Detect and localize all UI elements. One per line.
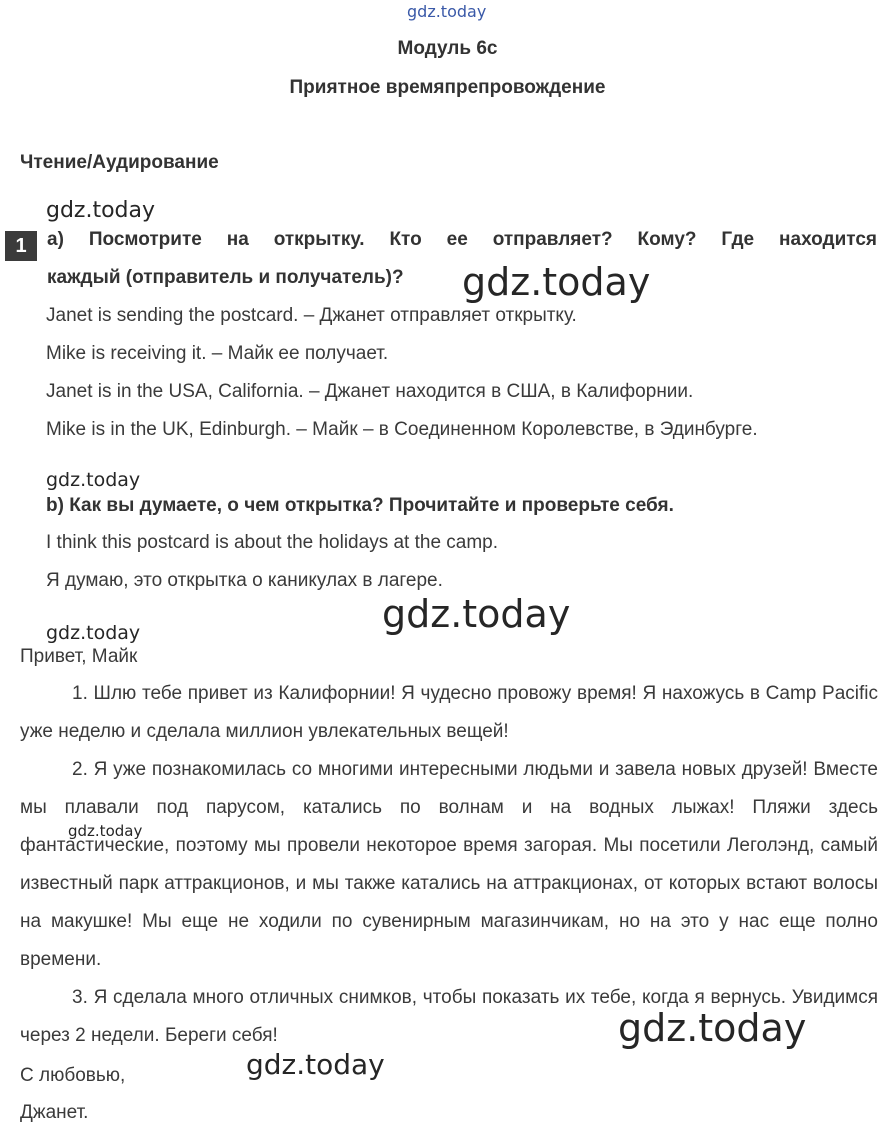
module-title: Модуль 6с <box>397 38 498 59</box>
letter-greeting: Привет, Майк <box>20 646 138 667</box>
question-b: b) Как вы думаете, о чем открытка? Прочитайте и проверьте себя. <box>46 495 674 516</box>
watermark: gdz.today <box>46 469 141 491</box>
letter-paragraph-2: 2. Я уже познакомилась со многими интересными людьми и завела новых друзей! Вместе мы плавали под парусом, катались по волнам и на водных лыжах! Пляжи здесь фантастические, поэтому мы провели некоторое время загорая. Мы посетили Леголэнд, самый известный парк аттракционов, и мы также катались на аттракционах, от которых встают волосы на макушке! Мы еще не ходили по сувенирным магазинчикам, но на это у нас еще полно времени. <box>20 759 878 970</box>
watermark: gdz.today <box>618 1006 807 1050</box>
watermark: gdz.today <box>68 822 143 840</box>
answer-a-line: Janet is sending the postcard. – Джанет отправляет открытку. <box>46 305 577 326</box>
watermark-top: gdz.today <box>407 2 487 21</box>
exercise-number-badge: 1 <box>5 231 37 261</box>
answer-b-line: Я думаю, это открытка о каникулах в лагере. <box>46 570 443 591</box>
answer-a-line: Mike is in the UK, Edinburgh. – Майк – в Соединенном Королевстве, в Эдинбурге. <box>46 419 758 440</box>
answer-a-line: Janet is in the USA, California. – Джанет находится в США, в Калифорнии. <box>46 381 694 402</box>
watermark: gdz.today <box>46 622 141 644</box>
letter-closing: С любовью, <box>20 1065 126 1086</box>
answer-b-line: I think this postcard is about the holidays at the camp. <box>46 532 499 553</box>
letter-signature: Джанет. <box>20 1102 89 1123</box>
watermark: gdz.today <box>246 1048 385 1081</box>
letter-paragraph-3: 3. Я сделала много отличных снимков, чтобы показать их тебе, когда я вернусь. Увидимся через 2 недели. Береги себя! <box>20 987 878 1046</box>
watermark: gdz.today <box>46 198 156 223</box>
answer-a-line: Mike is receiving it. – Майк ее получает. <box>46 343 389 364</box>
section-heading: Чтение/Аудирование <box>20 152 219 173</box>
topic-title: Приятное времяпрепровождение <box>289 77 606 98</box>
watermark: gdz.today <box>382 592 571 636</box>
watermark: gdz.today <box>462 260 651 304</box>
letter-paragraph-1: 1. Шлю тебе привет из Калифорнии! Я чудесно провожу время! Я нахожусь в Camp Pacific уже неделю и сделала миллион увлекательных вещей! <box>20 683 878 742</box>
question-a-line2: каждый (отправитель и получатель)? <box>47 267 404 288</box>
question-a-line1: а) Посмотрите на открытку. Кто ее отправляет? Кому? Где находится <box>47 229 877 250</box>
